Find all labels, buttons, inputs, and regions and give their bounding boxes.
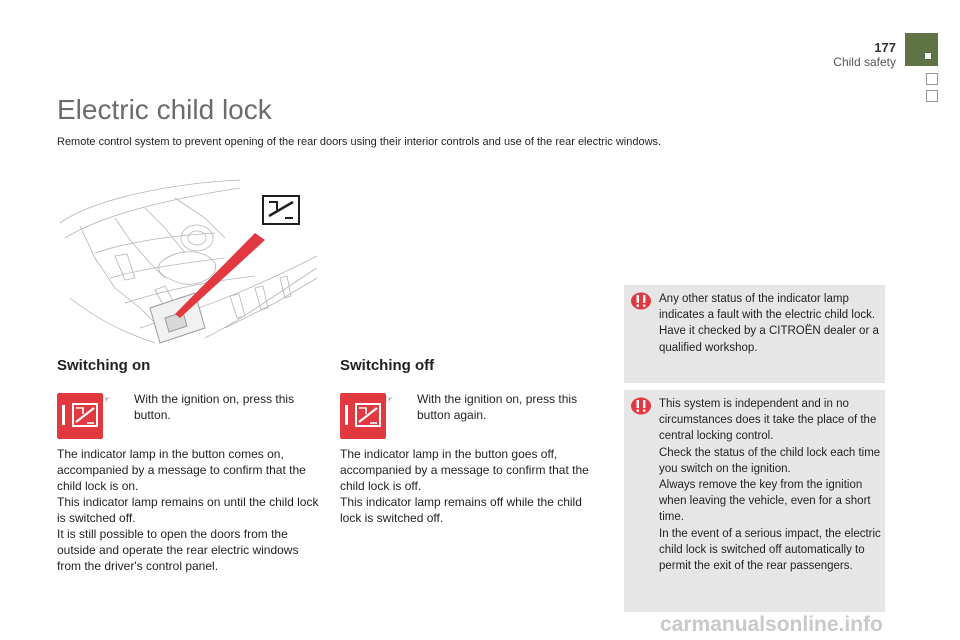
- section-tab[interactable]: [926, 90, 938, 102]
- switching-on-step: ☞ With the ignition on, press this button.: [102, 392, 295, 422]
- warning-box: [624, 390, 885, 612]
- child-lock-symbol-icon: [263, 196, 299, 224]
- warning-icon: [629, 292, 653, 310]
- page-number: 177: [874, 40, 896, 55]
- pointing-arrow-icon: ☞: [385, 394, 394, 404]
- section-name: Child safety: [833, 55, 896, 69]
- intro-text: Remote control system to prevent opening of the rear doors using their interior controls and use of the rear electric windows.: [57, 136, 662, 148]
- child-lock-button-icon: [340, 393, 386, 439]
- warning-text: Any other status of the indicator lamp indicates a fault with the electric child lock.: [659, 293, 876, 322]
- switching-on-description: The indicator lamp in the button comes on, accompanied by a message to confirm that the child lock is on. This indicator lamp remains on until the child lock is switched off. It is still possible to open the doors from the outside and operate the rear electric windows from the driver's control panel.: [57, 447, 319, 573]
- child-lock-button-icon: [57, 393, 103, 439]
- warning-text: Check the status of the child lock each time you switch on the ignition.: [659, 446, 881, 475]
- warning-text: This system is independent and in no circumstances does it take the place of the central locking control.: [659, 398, 877, 443]
- warning-text: Have it checked by a CITROËN dealer or a qualified workshop.: [659, 325, 879, 354]
- switching-off-heading: Switching off: [340, 357, 435, 374]
- warning-text: Always remove the key from the ignition when leaving the vehicle, even for a short time.: [659, 479, 871, 524]
- pointing-arrow-icon: ☞: [102, 394, 111, 404]
- section-tab-active[interactable]: [905, 33, 938, 66]
- warning-text: In the event of a serious impact, the electric child lock is switched off automatically to permit the exit of the rear passengers.: [659, 527, 881, 573]
- page-title: Electric child lock: [57, 94, 272, 125]
- dashboard-illustration: [55, 178, 327, 346]
- watermark: carmanualsonline.info: [660, 613, 883, 636]
- warning-box: [624, 285, 885, 383]
- section-tab[interactable]: [926, 73, 938, 85]
- warning-icon: [629, 397, 653, 415]
- switching-off-step: ☞ With the ignition on, press this button again.: [385, 392, 578, 422]
- switching-on-heading: Switching on: [57, 357, 151, 374]
- switching-off-description: The indicator lamp in the button goes off, accompanied by a message to confirm that the child lock is off. This indicator lamp remains off while the child lock is switched off.: [340, 447, 589, 525]
